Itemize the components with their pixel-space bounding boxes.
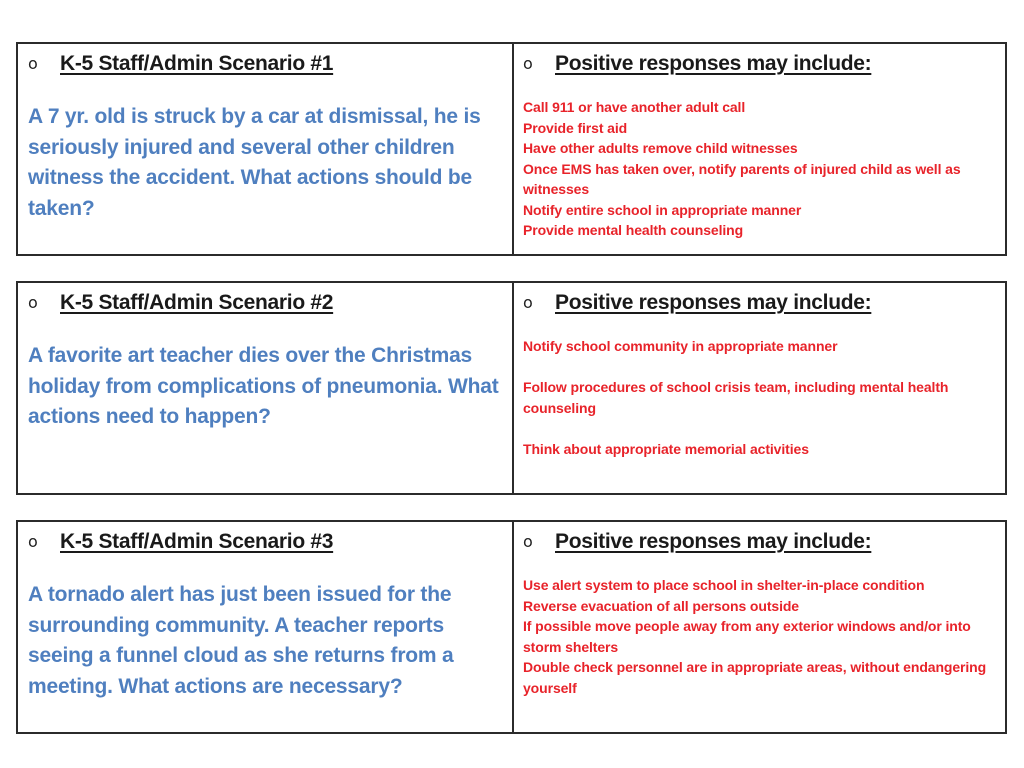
scenario-title: K-5 Staff/Admin Scenario #1: [60, 52, 334, 75]
scenario-cell: [18, 44, 514, 254]
response-item: Double check personnel are in appropriate areas, without endangering yourself: [523, 659, 987, 696]
bullet-icon: o: [523, 54, 533, 73]
responses-heading: Positive responses may include:: [555, 530, 872, 553]
responses-heading: Positive responses may include:: [555, 52, 872, 75]
bullet-icon: o: [28, 293, 38, 312]
response-item: Have other adults remove child witnesses: [523, 140, 798, 156]
scenario-table-3: [16, 520, 1007, 734]
response-item: Call 911 or have another adult call: [523, 99, 746, 115]
responses-list: [523, 97, 995, 241]
scenario-prompt: A 7 yr. old is struck by a car at dismissal, he is seriously injured and several other children witness the accident. What actions should be taken?: [28, 105, 481, 220]
response-item: Provide first aid: [523, 119, 628, 136]
response-item: If possible move people away from any exterior windows and/or into storm shelters: [523, 618, 971, 655]
responses-cell: [514, 522, 1005, 732]
scenario-cell: [18, 283, 514, 493]
response-item: Reverse evacuation of all persons outside: [523, 597, 799, 614]
scenario-table-2: [16, 281, 1007, 495]
response-item: Provide mental health counseling: [523, 222, 744, 238]
response-item: Notify school community in appropriate manner: [523, 338, 838, 354]
response-item: Think about appropriate memorial activities: [523, 440, 809, 457]
response-item: Follow procedures of school crisis team, including mental health counseling: [523, 379, 949, 416]
responses-list: [523, 575, 995, 698]
scenario-title: K-5 Staff/Admin Scenario #3: [60, 530, 334, 553]
responses-cell: [514, 44, 1005, 254]
bullet-icon: o: [28, 54, 38, 73]
scenario-title: K-5 Staff/Admin Scenario #2: [60, 291, 334, 314]
scenario-table-1: [16, 42, 1007, 256]
response-item: Use alert system to place school in shelter-in-place condition: [523, 577, 925, 593]
response-item: Once EMS has taken over, notify parents of injured child as well as witnesses: [523, 160, 961, 197]
bullet-icon: o: [28, 532, 38, 551]
scenario-cell: [18, 522, 514, 732]
scenario-prompt: A favorite art teacher dies over the Christmas holiday from complications of pneumonia. What actions need to happen?: [28, 344, 499, 428]
responses-list: [523, 336, 995, 459]
scenario-prompt: A tornado alert has just been issued for the surrounding community. A teacher reports seeing a funnel cloud as she returns from a meeting. What actions are necessary?: [28, 583, 454, 698]
responses-cell: [514, 283, 1005, 493]
bullet-icon: o: [523, 293, 533, 312]
response-item: Notify entire school in appropriate manner: [523, 201, 802, 218]
responses-heading: Positive responses may include:: [555, 291, 872, 314]
bullet-icon: o: [523, 532, 533, 551]
